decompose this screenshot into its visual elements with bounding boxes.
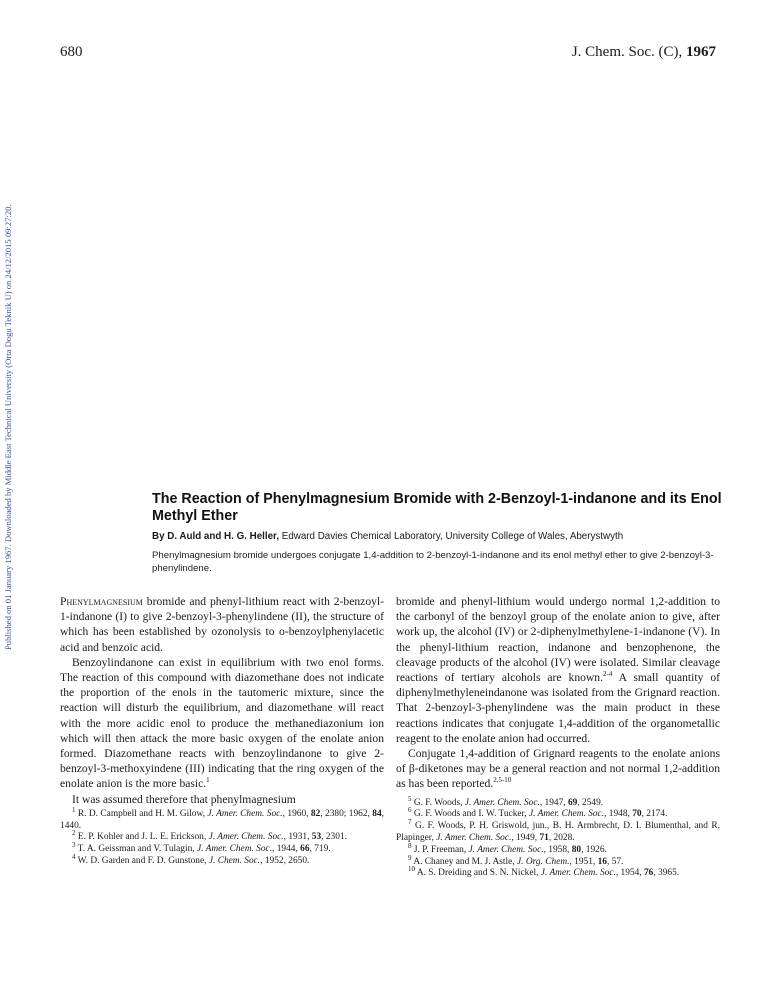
reference-volume: 53 — [311, 832, 322, 843]
reference-detail: , 1954, — [615, 868, 644, 879]
reference-detail: , 2380; 1962, — [320, 808, 373, 819]
reference-volume: 82 — [310, 808, 321, 819]
reference-volume: 76 — [643, 868, 654, 879]
reference-detail: , 1951, — [569, 856, 598, 867]
paragraph-3: It was assumed therefore that phenylmagnesium — [72, 792, 296, 806]
affiliation: Edward Davies Chemical Laboratory, University College of Wales, Aberystwyth — [281, 531, 624, 542]
reference-detail: , 1948, — [604, 809, 633, 820]
paragraph-5 — [396, 746, 720, 792]
reference-authors: W. D. Garden and F. D. Gunstone, — [75, 856, 209, 867]
reference-entry — [396, 841, 720, 857]
reference-journal: J. Amer. Chem. Soc. — [207, 808, 283, 819]
reference-pages: , 1440. — [60, 808, 385, 831]
abstract: Phenylmagnesium bromide undergoes conjugate 1,4-addition to 2-benzoyl-1-indanone and its enol methyl ether to give 2-benzoyl-3-phenylindene. — [152, 550, 714, 574]
reference-detail: , 1960, — [282, 808, 311, 819]
reference-number: 1 — [72, 805, 76, 814]
lead-word: Phenylmagnesium — [60, 595, 143, 608]
reference-volume: 66 — [300, 844, 310, 855]
reference-entry — [396, 806, 720, 821]
reference-detail: , 1947, — [539, 797, 568, 808]
reference-journal: J. Chem. Soc. — [208, 856, 261, 867]
reference-authors: A. Chaney and M. J. Astle, — [411, 856, 517, 867]
reference-authors: E. P. Kohler and J. L. E. Erickson, — [75, 832, 209, 843]
reference-pages: , 3965. — [653, 868, 680, 879]
journal-header — [572, 44, 716, 61]
reference-volume: 71 — [539, 833, 549, 844]
reference-pages: , 2549. — [577, 797, 604, 808]
reference-number: 4 — [72, 852, 76, 861]
byline-by: By — [152, 531, 165, 542]
reference-journal: J. Amer. Chem. Soc. — [436, 833, 512, 844]
paragraph-4 — [396, 594, 720, 746]
reference-detail: , 1958, — [543, 844, 572, 855]
reference-entry — [60, 829, 384, 844]
reference-entry — [396, 853, 720, 869]
page-number: 680 — [60, 44, 83, 60]
footnotes-right — [396, 794, 720, 881]
reference-detail: , 1931, — [283, 832, 312, 843]
reference-journal: J. Amer. Chem. Soc. — [196, 844, 273, 855]
reference-detail: , 1944, — [272, 844, 301, 855]
reference-number: 9 — [408, 853, 412, 862]
reference-authors: J. P. Freeman, — [411, 844, 469, 855]
reference-number: 6 — [408, 806, 412, 815]
reference-number: 7 — [408, 818, 412, 827]
reference-authors: R. D. Campbell and H. M. Gilow, — [75, 808, 208, 819]
reference-detail: , 1952, 2650. — [260, 856, 310, 867]
paragraph-5-text: Conjugate 1,4-addition of Grignard reagents to the enolate anions of β-diketones may be a general reaction and not normal 1,2-addition as has been reported. — [396, 747, 720, 791]
reference-authors: A. S. Dreiding and S. N. Nickel, — [415, 868, 541, 879]
reference-journal: J. Amer. Chem. Soc. — [468, 844, 544, 855]
journal-name: J. Chem. Soc. (C), — [571, 44, 683, 60]
reference-journal: J. Org. Chem. — [516, 856, 570, 867]
paragraph-4-cont: A small quantity of diphenylmethyleneindanone was isolated from the Grignard reaction. That 2-benzoyl-3-phenylindene was the main product in these reactions indicates that conjugate 1,4-addition of the organometallic reagent to the enolate anion had occurred. — [396, 671, 720, 745]
reference-volume: 84 — [372, 808, 382, 819]
reference-authors: G. F. Woods, — [411, 797, 465, 808]
right-column — [396, 594, 720, 880]
reference-entry — [396, 818, 720, 845]
reference-pages: , 57. — [606, 856, 624, 867]
article-title: The Reaction of Phenylmagnesium Bromide with 2-Benzoyl-1-indanone and its Enol Methyl Ether — [152, 491, 722, 524]
reference-number: 3 — [72, 841, 76, 850]
reference-journal: J. Amer. Chem. Soc. — [528, 809, 605, 820]
reference-journal: J. Amer. Chem. Soc. — [540, 868, 616, 879]
reference-entry — [60, 805, 385, 833]
reference-pages: , 2028. — [548, 833, 575, 844]
journal-year: 1967 — [686, 44, 716, 60]
reference-journal: J. Amer. Chem. Soc. — [464, 797, 540, 808]
paragraph-1 — [60, 594, 384, 655]
ref-marker: 2-4 — [602, 670, 613, 679]
reference-number: 5 — [408, 794, 412, 803]
download-watermark: Published on 01 January 1967. Downloaded by Middle East Technical University (Orta Dogu Teknik U) on 24/12/2015 09:27:20. — [3, 204, 13, 650]
reference-authors: G. F. Woods and I. W. Tucker, — [411, 809, 529, 820]
reference-authors: T. A. Geissman and V. Tulagin, — [75, 844, 197, 855]
reference-entry — [396, 865, 720, 880]
reference-entry — [60, 852, 384, 868]
paragraph-1-text: bromide and phenyl-lithium react with 2-benzoyl-1-indanone (I) to give 2-benzoyl-3-phenylindene (II), the structure of which has been established by ozonolysis to o-benzoylphenylacetic acid and benzoic acid. — [60, 595, 384, 654]
paragraph-2-text: Benzoylindanone can exist in equilibrium with two enol forms. The reaction of this compound with diazomethane does not indicate the proportion of the enols in the tautomeric mixture, since the reaction will disturb the equilibrium, and diazomethane will react with the more acidic enol to produce the methanediazonium ion which will then attack the more basic oxygen of the enolate anion formed. Diazomethane reacts with benzoylindanone to give 2-benzoyl-3-methoxyindene (III) indicating that the ring oxygen of the enolate anion is the more basic. — [60, 655, 384, 791]
paragraph-4-text: bromide and phenyl-lithium would undergo normal 1,2-addition to the carbonyl of the benzoyl group of the enolate anion to give, after work up, the alcohol (IV) or 2-diphenylmethylene-1-indanone (V). In the phenyl-lithium reaction, indanone and benzophenone, the cleavage products of the alcohol (IV) were isolated. Similar cleavage reactions of tertiary alcohols are known. — [396, 595, 720, 685]
reference-pages: , 1926. — [581, 844, 607, 855]
authors: D. Auld and H. G. Heller, — [167, 531, 280, 542]
byline — [152, 530, 742, 543]
reference-pages: , 719. — [309, 844, 331, 855]
ref-marker: 2,5-10 — [493, 776, 512, 785]
footnotes-left — [60, 805, 385, 868]
reference-volume: 80 — [571, 844, 582, 855]
reference-pages: , 2301. — [321, 832, 347, 843]
reference-volume: 70 — [632, 809, 642, 820]
reference-detail: , 1949, — [511, 833, 540, 844]
reference-number: 2 — [72, 829, 76, 838]
reference-authors: G. F. Woods, P. H. Griswold, jun., B. H. Armbrecht, D. I. Blumenthal, and R. Plapinger, — [396, 821, 720, 844]
reference-number: 8 — [408, 841, 412, 850]
reference-entry — [60, 841, 384, 856]
reference-journal: J. Amer. Chem. Soc. — [208, 832, 284, 843]
ref-marker: 1 — [206, 776, 210, 785]
paragraph-2 — [60, 655, 384, 792]
reference-volume: 69 — [567, 797, 578, 808]
reference-number: 10 — [408, 865, 415, 874]
reference-volume: 16 — [597, 856, 607, 867]
reference-pages: , 2174. — [641, 809, 668, 820]
reference-entry — [396, 794, 720, 810]
left-column — [60, 594, 384, 868]
